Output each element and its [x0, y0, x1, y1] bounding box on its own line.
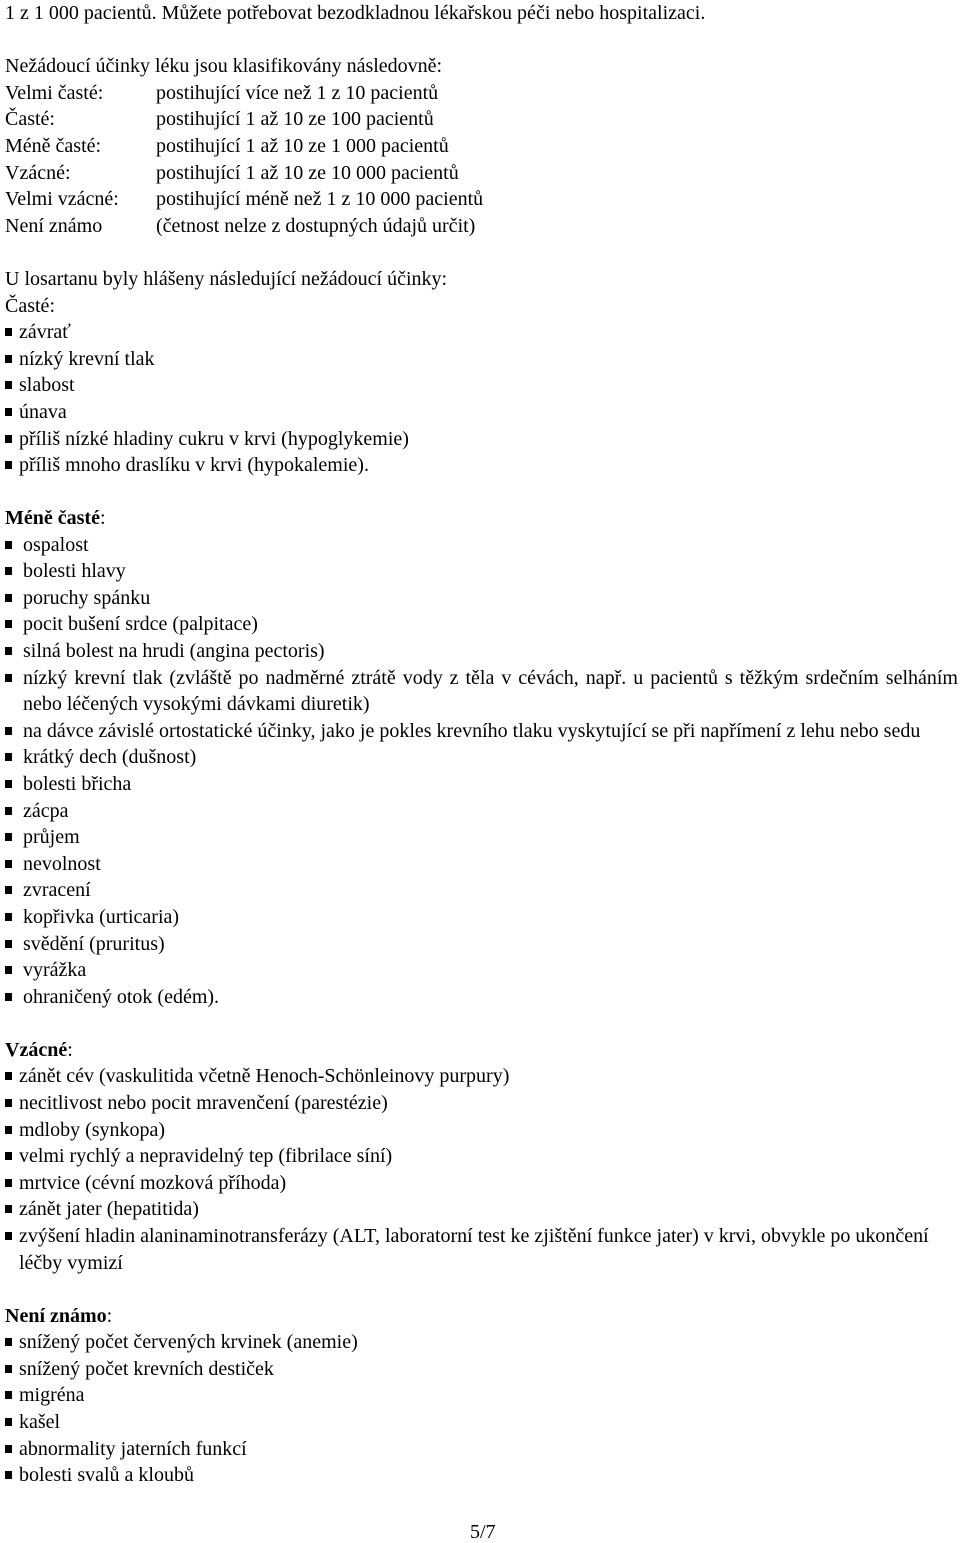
list-item-text: slabost	[19, 374, 75, 397]
frequency-description: postihující 1 až 10 ze 100 pacientů	[156, 108, 434, 131]
frequency-label: Není známo	[5, 214, 103, 237]
list-item-text: kopřivka (urticaria)	[23, 906, 180, 928]
bullet-square-icon	[5, 1471, 12, 1479]
bullet-square-icon	[5, 461, 12, 469]
bullet-square-icon	[5, 328, 12, 336]
list-item	[5, 638, 958, 665]
list-item-text: nevolnost	[23, 852, 101, 875]
list-item-text: ospalost	[23, 533, 89, 556]
list-item	[5, 904, 958, 931]
list-item-text: mdloby (synkopa)	[19, 1118, 166, 1141]
list-item-text: zánět jater (hepatitida)	[19, 1198, 199, 1221]
bullet-square-icon	[5, 541, 12, 549]
section-heading-uncommon	[5, 505, 958, 532]
list-item-text: mrtvice (cévní mozková příhoda)	[19, 1171, 287, 1194]
bullet-square-icon	[5, 1232, 12, 1240]
list-item-text: ohraničený otok (edém).	[23, 985, 220, 1008]
list-item-text: bolesti břicha	[23, 773, 132, 796]
list-item-text: příliš nízké hladiny cukru v krvi (hypoglykemie)	[19, 427, 409, 450]
frequency-row	[5, 133, 958, 160]
list-item	[5, 665, 958, 718]
list-item	[5, 1462, 958, 1489]
bullet-square-icon	[5, 886, 12, 894]
list-item-text: necitlivost nebo pocit mravenčení (parestézie)	[19, 1091, 388, 1114]
bullet-square-icon	[5, 1445, 12, 1453]
list-item	[5, 1436, 958, 1463]
list-item	[5, 1143, 958, 1170]
section-heading-text: Méně časté	[5, 507, 100, 530]
list-item	[5, 1170, 958, 1197]
list-item	[5, 319, 958, 346]
bullet-square-icon	[5, 647, 12, 655]
frequency-description: postihující méně než 1 z 10 000 pacientů	[156, 188, 484, 211]
list-item-text: vyrážka	[23, 959, 87, 982]
section-heading-text: Časté	[5, 294, 50, 317]
frequency-row	[5, 186, 958, 213]
list-item-text: zvýšení hladin alaninaminotransferázy (ALT, laboratorní test ke zjištění funkce jater) v krvi, obvykle po ukončení léčby vymizí	[19, 1224, 929, 1274]
section-heading-unknown	[5, 1303, 958, 1330]
unknown-frequency-effects-list	[5, 1329, 958, 1489]
list-item	[5, 1409, 958, 1436]
bullet-square-icon	[5, 993, 12, 1001]
list-item-text: bolesti svalů a kloubů	[19, 1464, 194, 1487]
bullet-square-icon	[5, 567, 12, 575]
list-item	[5, 1223, 958, 1276]
uncommon-effects-list	[5, 532, 958, 1011]
bullet-square-icon	[5, 1338, 12, 1346]
list-item	[5, 877, 958, 904]
list-item-text: nízký krevní tlak	[19, 347, 155, 370]
heading-colon: :	[99, 507, 106, 530]
list-item	[5, 1329, 958, 1356]
bullet-square-icon	[5, 1365, 12, 1373]
list-item	[5, 1063, 958, 1090]
bullet-square-icon	[5, 833, 12, 841]
list-item	[5, 1196, 958, 1223]
list-item	[5, 611, 958, 638]
bullet-square-icon	[5, 435, 12, 443]
list-item	[5, 452, 958, 479]
bullet-square-icon	[5, 1205, 12, 1213]
losartan-intro: U losartanu byly hlášeny následující nežádoucí účinky:	[5, 268, 448, 291]
document-page	[5, 0, 958, 1489]
list-item-text: svědění (pruritus)	[23, 932, 165, 955]
bullet-square-icon	[5, 940, 12, 948]
list-item	[5, 1356, 958, 1383]
list-item	[5, 1382, 958, 1409]
list-item	[5, 585, 958, 612]
frequency-label: Méně časté:	[5, 134, 102, 157]
list-item-text: bolesti hlavy	[23, 560, 126, 583]
frequency-label: Časté:	[5, 108, 55, 131]
heading-colon: :	[106, 1304, 113, 1327]
bullet-square-icon	[5, 1152, 12, 1160]
bullet-square-icon	[5, 1391, 12, 1399]
list-item-text: zácpa	[23, 799, 69, 822]
list-item	[5, 1090, 958, 1117]
bullet-square-icon	[5, 780, 12, 788]
bullet-square-icon	[5, 1072, 12, 1080]
list-item	[5, 851, 958, 878]
frequency-description: postihující více než 1 z 10 pacientů	[156, 81, 439, 104]
bullet-square-icon	[5, 753, 12, 761]
list-item	[5, 558, 958, 585]
frequency-label: Velmi vzácné:	[5, 188, 119, 211]
list-item	[5, 372, 958, 399]
list-item-text: únava	[19, 400, 67, 423]
list-item	[5, 346, 958, 373]
list-item	[5, 1117, 958, 1144]
list-item-text: kašel	[19, 1410, 61, 1433]
bullet-square-icon	[5, 408, 12, 416]
list-item-text: na dávce závislé ortostatické účinky, jako je pokles krevního tlaku vyskytující se při napřímení z lehu nebo sedu	[23, 719, 921, 742]
list-item	[5, 824, 958, 851]
list-item-text: snížený počet červených krvinek (anemie)	[19, 1331, 358, 1354]
page-number: 5/7	[470, 1521, 496, 1543]
bullet-square-icon	[5, 1418, 12, 1426]
list-item-text: zvracení	[23, 879, 91, 902]
bullet-square-icon	[5, 1099, 12, 1107]
bullet-square-icon	[5, 807, 12, 815]
bullet-square-icon	[5, 860, 12, 868]
list-item-text: příliš mnoho draslíku v krvi (hypokalemie).	[19, 454, 369, 477]
list-item	[5, 798, 958, 825]
list-item-text: krátký dech (dušnost)	[23, 746, 197, 769]
heading-colon: :	[49, 294, 55, 317]
list-item-text: zánět cév (vaskulitida včetně Henoch-Schönleinovy purpury)	[19, 1065, 510, 1088]
bullet-square-icon	[5, 1179, 12, 1187]
bullet-square-icon	[5, 381, 12, 389]
list-item-text: silná bolest na hrudi (angina pectoris)	[23, 640, 325, 663]
list-item	[5, 399, 958, 426]
list-item	[5, 931, 958, 958]
list-item	[5, 771, 958, 798]
intro-line: 1 z 1 000 pacientů. Můžete potřebovat bezodkladnou lékařskou péči nebo hospitalizaci.	[5, 2, 706, 24]
bullet-square-icon	[5, 913, 12, 921]
section-heading-common	[5, 293, 958, 320]
list-item	[5, 426, 958, 453]
frequency-table	[5, 80, 958, 240]
list-item	[5, 984, 958, 1011]
list-item-text: abnormality jaterních funkcí	[19, 1437, 247, 1460]
frequency-description: postihující 1 až 10 ze 10 000 pacientů	[156, 161, 459, 184]
section-heading-rare	[5, 1037, 958, 1064]
list-item-text: migréna	[19, 1384, 85, 1407]
frequency-row	[5, 160, 958, 187]
list-item-text: velmi rychlý a nepravidelný tep (fibrilace síní)	[19, 1145, 393, 1168]
list-item	[5, 718, 958, 745]
classification-title: Nežádoucí účinky léku jsou klasifikovány následovně:	[5, 55, 443, 77]
list-item-text: závrať	[19, 321, 71, 344]
heading-colon: :	[67, 1038, 73, 1061]
bullet-square-icon	[5, 1126, 12, 1134]
frequency-label: Velmi časté:	[5, 81, 104, 104]
list-item	[5, 744, 958, 771]
section-heading-text: Vzácné	[5, 1038, 68, 1061]
list-item	[5, 957, 958, 984]
list-item-text: snížený počet krevních destiček	[19, 1357, 274, 1380]
common-effects-list	[5, 319, 958, 479]
section-heading-text: Není známo	[5, 1304, 107, 1327]
list-item-text: průjem	[23, 826, 80, 849]
frequency-description: (četnost nelze z dostupných údajů určit)	[156, 214, 476, 237]
bullet-square-icon	[5, 674, 12, 682]
frequency-row	[5, 213, 958, 240]
frequency-row	[5, 106, 958, 133]
bullet-square-icon	[5, 966, 12, 974]
rare-effects-list	[5, 1063, 958, 1276]
bullet-square-icon	[5, 355, 12, 363]
list-item-text: pocit bušení srdce (palpitace)	[23, 613, 258, 636]
frequency-label: Vzácné:	[5, 161, 71, 184]
bullet-square-icon	[5, 594, 12, 602]
list-item	[5, 532, 958, 559]
list-item-text: nízký krevní tlak (zvláště po nadměrné ztrátě vody z těla v cévách, např. u pacientů s těžkým srdečním selháním nebo léčených vysokými dávkami diuretik)	[23, 666, 958, 716]
frequency-description: postihující 1 až 10 ze 1 000 pacientů	[156, 134, 449, 157]
frequency-row	[5, 80, 958, 107]
bullet-square-icon	[5, 620, 12, 628]
bullet-square-icon	[5, 727, 12, 735]
list-item-text: poruchy spánku	[23, 586, 151, 609]
